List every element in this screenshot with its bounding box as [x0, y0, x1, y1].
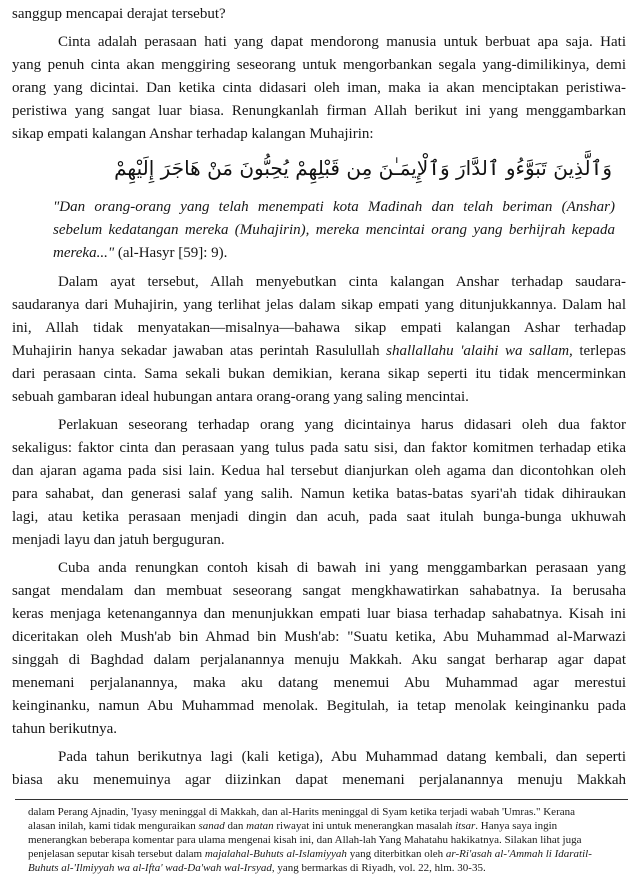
verse-citation: (al-Hasyr [59]: 9).: [114, 245, 228, 261]
text-line: dari perasaan cinta. Sama sekali bukan demikian, kerana sikap seperti itu tidak mencerminkan: [12, 366, 626, 382]
italic-term: itsar: [455, 820, 476, 832]
text-line: sangat mendalam dan membuat seseorang sangat mengkhawatirkan sahabatnya. Ia berusaha: [12, 583, 626, 599]
verse-translation: [12, 196, 626, 265]
italic-term: sanad: [198, 820, 225, 832]
text-line: keras menjaga ketenangannya dan menunjukkan empati luar biasa terhadap sahabatnya. Kisah ini: [12, 606, 626, 622]
text-line: peristiwa yang sangat luar biasa. Renungkanlah firman Allah berikut ini yang menggambarkan: [12, 103, 626, 119]
opening-line: sanggup mencapai derajat tersebut?: [12, 6, 226, 22]
footnote: [28, 805, 612, 875]
text-line: Pada tahun berikutnya lagi (kali ketiga), Abu Muhammad datang kembali, dan seperti: [58, 749, 626, 765]
text-line: [12, 340, 626, 363]
text-line: sebelum kedatangan mereka (Muhajirin), mereka mencintai orang yang berhijrah kepada: [53, 222, 615, 238]
paragraph-cinta: [12, 31, 626, 146]
text-line: Cinta adalah perasaan hati yang dapat mendorong manusia untuk berbuat apa saja. Hati: [58, 34, 626, 50]
text-line: menemani perjalanannya, maka aku datang menemui Abu Muhammad agar merestui: [12, 675, 626, 691]
text-line: sekaligus: faktor cinta dan perasaan yang tulus pada satu sisi, dan faktor komitmen terhadap etika: [12, 440, 626, 456]
text-segment: alasan inilah, kami tidak menguraikan: [28, 820, 199, 832]
text-line: yang penuh cinta akan menggiring seseorang untuk mengorbankan segala yang-dimilikinya, demi: [12, 57, 626, 73]
text-line: para sahabat, dan generasi salaf yang salih. Namun ketika batas-batas syari'ah tidak dihiraukan: [12, 486, 626, 502]
text-segment: dan: [224, 820, 247, 832]
text-line: Perlakuan seseorang terhadap orang yang dicintainya harus didasari oleh dua faktor: [58, 417, 626, 433]
text-line: Dalam ayat tersebut, Allah menyebutkan cinta kalangan Anshar terhadap saudara-: [58, 274, 626, 290]
italic-term: shallallahu 'alaihi wa sallam,: [386, 343, 573, 359]
paragraph-pada-tahun: [12, 746, 626, 792]
italic-term: Buhuts al-'Ilmiyyah wa al-Ifta' wad-Da'wah wal-Irsyad: [28, 862, 272, 874]
footnote-divider: [15, 799, 628, 800]
text-line: menjadi layu dan jatuh berguguran.: [12, 532, 225, 548]
text-line: dan ajaran agama pada sisi lain. Kedua hal tersebut dianjurkan oleh agama dan dicontohkan oleh: [12, 463, 626, 479]
text-line: "Dan orang-orang yang telah menempati kota Madinah dan telah beriman (Anshar): [53, 199, 615, 215]
italic-term: matan: [246, 820, 274, 832]
text-line: biasa aku menemuinya agar diizinkan dapat menemani perjalanannya menuju Makkah: [12, 772, 626, 788]
text-line: lagi, atau ketika perasaan menjadi dingin dan acuh, pada saat itulah bunga-bunga ukhuwah: [12, 509, 626, 525]
text-line: saudaranya dari Muhajirin, yang terlihat jelas dalam sikap empati yang ditunjukkannya. Dalam hal: [12, 297, 626, 313]
text-line: diceritakan oleh Mush'ab bin Ahmad bin Mush'ab: "Suatu ketika, Abu Muhammad al-Marwazi: [12, 629, 626, 645]
text-line: ini, Allah tidak menyatakan—misalnya—bahawa sikap empati kalangan Ashar terhadap: [12, 320, 626, 336]
paragraph-perlakuan: [12, 414, 626, 552]
text-line: [53, 242, 615, 265]
italic-term: ar-Ri'asah al-'Ammah li Idaratil-: [445, 848, 592, 860]
translation-end: mereka...": [53, 245, 115, 261]
text-line: tahun berikutnya.: [12, 721, 117, 737]
text-segment: yang diterbitkan oleh: [346, 848, 446, 860]
footnote-line: [28, 819, 612, 833]
text-line: sebuah gambaran ideal hubungan antara orang-orang yang saling mencintai.: [12, 389, 469, 405]
text-line: orang yang dicintai. Dan ketika cinta didasari oleh iman, maka ia akan menciptakan peristiwa-: [12, 80, 626, 96]
footnote-line: menerangkan beberapa komentar para ulama mengenai kisah ini, dan Allah-lah Yang Mahatahu hakikatnya. Silakan lihat juga: [28, 834, 582, 846]
italic-term: majalahal-Buhuts al-Islamiyyah: [204, 848, 347, 860]
text-segment: , yang bermarkas di Riyadh, vol. 22, hlm. 30-35.: [271, 862, 486, 874]
paragraph-dalam-ayat: [12, 271, 626, 409]
text-segment: . Hanya saya ingin: [475, 820, 558, 832]
text-segment: riwayat ini untuk menerangkan masalah: [273, 820, 456, 832]
text-segment: terlepas: [572, 343, 627, 359]
text-line: keinginanku, namun Abu Muhammad menolak. Begitulah, ia tetap menolak keinginanku pada: [12, 698, 626, 714]
text-segment: Muhajirin hanya sekadar jawaban atas perintah Rasulullah: [12, 343, 387, 359]
footnote-line: dalam Perang Ajnadin, 'Iyasy meninggal di Makkah, dan al-Harits meninggal di Syam ketika terjadi wabah 'Umras." Kerana: [28, 806, 575, 818]
footnote-line: [28, 861, 612, 875]
footnote-line: [28, 847, 612, 861]
paragraph-cuba: [12, 557, 626, 741]
text-line: singgah di Baghdad dalam perjalanannya menuju Makkah. Aku sangat berharap agar dapat: [12, 652, 626, 668]
text-line: sikap empati kalangan Anshar terhadap kalangan Muhajirin:: [12, 126, 374, 142]
text-segment: penjelasan seputar kisah tersebut dalam: [28, 848, 205, 860]
book-page-body: [12, 3, 626, 792]
arabic-verse: وَٱلَّذِينَ تَبَوَّءُو ٱلدَّارَ وَٱلْإِيمَـٰنَ مِن قَبْلِهِمْ يُحِبُّونَ مَنْ هَاجَرَ إِلَيْهِمْ: [114, 156, 612, 180]
text-line: Cuba anda renungkan contoh kisah di bawah ini yang menggambarkan perasaan yang: [58, 560, 626, 576]
